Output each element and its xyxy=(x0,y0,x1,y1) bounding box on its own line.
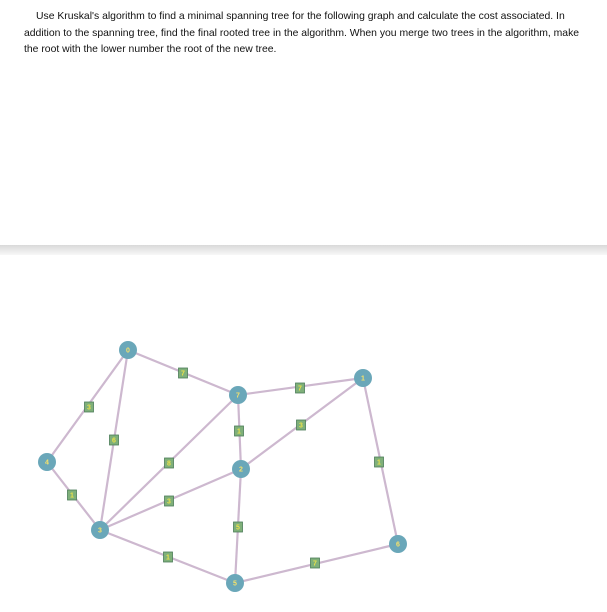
problem-text: Use Kruskal's algorithm to find a minimal spanning tree for the following graph and calculate the cost associated. In addition to the spanning tree, find the final rooted tree in the algorithm. When you merge two trees in the algorithm, make the root with the lower number the root of the new tree. xyxy=(24,11,580,55)
node-label: 7 xyxy=(236,392,240,400)
edge-weight-1-6 xyxy=(375,457,384,467)
edge-weight-7-1 xyxy=(296,383,305,393)
edge-weight-0-4 xyxy=(85,402,94,412)
weight-label: 3 xyxy=(167,498,171,506)
edge-weight-2-1 xyxy=(297,420,306,430)
node-5 xyxy=(226,574,244,592)
edge-weight-0-7 xyxy=(179,368,188,378)
edge-weight-2-5 xyxy=(234,522,243,532)
edge-weight-0-3 xyxy=(110,435,119,445)
edge-weight-3-5 xyxy=(164,552,173,562)
weight-label: 7 xyxy=(313,560,317,568)
weight-label: 6 xyxy=(112,437,116,445)
node-7 xyxy=(229,386,247,404)
edge-weight-7-2 xyxy=(235,426,244,436)
weight-label: 1 xyxy=(166,554,170,562)
weight-label: 1 xyxy=(377,459,381,467)
edge-weight-5-6 xyxy=(311,558,320,568)
weight-label: 3 xyxy=(299,422,303,430)
section-divider xyxy=(0,245,607,255)
problem-statement xyxy=(24,9,584,59)
graph-diagram xyxy=(0,260,607,612)
node-4 xyxy=(38,453,56,471)
node-6 xyxy=(389,535,407,553)
weight-label: 8 xyxy=(167,460,171,468)
node-label: 3 xyxy=(98,527,102,535)
weight-label: 1 xyxy=(237,428,241,436)
node-label: 0 xyxy=(126,347,130,355)
node-0 xyxy=(119,341,137,359)
edges-layer xyxy=(47,347,398,583)
weight-label: 7 xyxy=(298,385,302,393)
edge-weight-4-3 xyxy=(68,490,77,500)
weight-label: 5 xyxy=(236,524,240,532)
node-label: 1 xyxy=(361,375,365,383)
node-1 xyxy=(354,369,372,387)
node-3 xyxy=(91,521,109,539)
node-label: 4 xyxy=(45,459,49,467)
node-label: 5 xyxy=(233,580,237,588)
edge-weight-3-7 xyxy=(165,458,174,468)
weight-label: 1 xyxy=(70,492,74,500)
node-2 xyxy=(232,460,250,478)
node-label: 2 xyxy=(239,466,243,474)
node-label: 6 xyxy=(396,541,400,549)
weight-label: 7 xyxy=(181,370,185,378)
weight-label: 3 xyxy=(87,404,91,412)
edge-weight-3-2 xyxy=(165,496,174,506)
